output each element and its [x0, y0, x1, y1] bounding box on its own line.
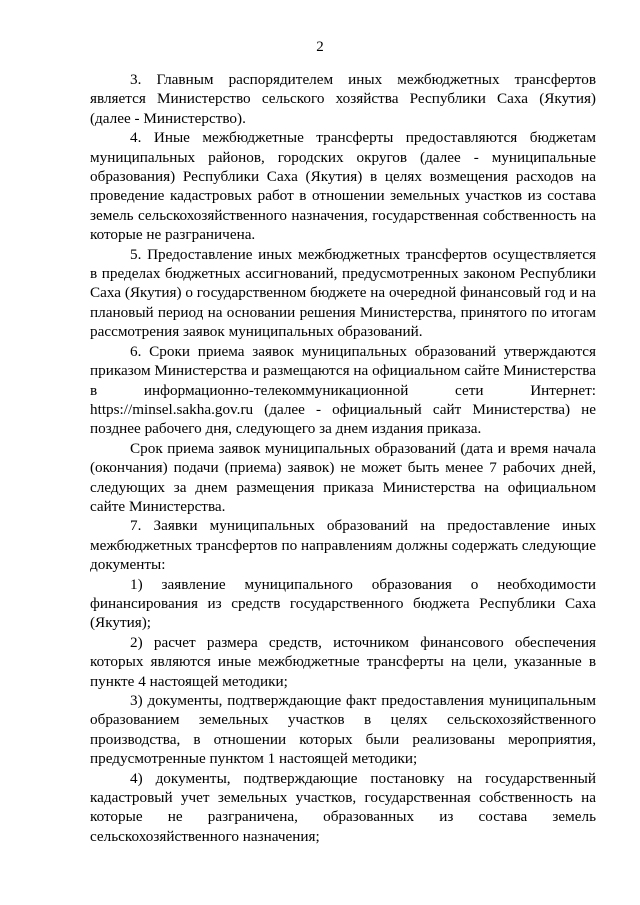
paragraph-4: 4. Иные межбюджетные трансферты предоставляются бюджетам муниципальных районов, городских округов (далее - муниципальные образования) Республики Саха (Якутия) в целях возмещения расходов на проведение кадастровых работ в отношении земельных участков из состава земель сельскохозяйственного назначения, государственная собственность на которые не разграничена. [90, 129, 596, 244]
document-body [90, 70, 596, 846]
paragraph-6: 6. Сроки приема заявок муниципальных образований утверждаются приказом Министерства и размещаются на официальном сайте Министерства в информационно-телекоммуникационной сети Интернет: https://minsel.sakha.gov.ru (далее - официальный сайт Министерства) не позднее рабочего дня, следующего за днем издания приказа. [90, 342, 596, 438]
list-item-1: 1) заявление муниципального образования о необходимости финансирования из средств государственного бюджета Республики Саха (Якутия); [90, 575, 596, 632]
page-number: 2 [316, 39, 324, 55]
paragraph-5: 5. Предоставление иных межбюджетных трансфертов осуществляется в пределах бюджетных ассигнований, предусмотренных законом Республики Саха (Якутия) о государственном бюджете на очередной финансовый год и на плановый период на основании решения Министерства, принятого по итогам рассмотрения заявок муниципальных образований. [90, 245, 596, 341]
list-item-2: 2) расчет размера средств, источником финансового обеспечения которых являются иные межбюджетные трансферты на цели, указанные в пункте 4 настоящей методики; [90, 633, 596, 690]
paragraph-3: 3. Главным распорядителем иных межбюджетных трансфертов является Министерство сельского хозяйства Республики Саха (Якутия) (далее - Министерство). [90, 71, 596, 127]
paragraph-7: 7. Заявки муниципальных образований на предоставление иных межбюджетных трансфертов по направлениям должны содержать следующие документы: [90, 517, 596, 574]
list-item-4: 4) документы, подтверждающие постановку на государственный кадастровый учет земельных участков, государственная собственность на которые не разграничена, образованных из состава земель сельскохозяйственного назначения; [90, 769, 596, 845]
list-item-3: 3) документы, подтверждающие факт предоставления муниципальным образованием земельных участков в целях сельскохозяйственного производства, в отношении которых были реализованы мероприятия, предусмотренные пунктом 1 настоящей методики; [90, 692, 596, 768]
paragraph-application-deadline: Срок приема заявок муниципальных образований (дата и время начала (окончания) подачи (приема) заявок) не может быть менее 7 рабочих дней, следующих за днем размещения приказа Министерства на официальном сайте Министерства. [90, 439, 596, 515]
